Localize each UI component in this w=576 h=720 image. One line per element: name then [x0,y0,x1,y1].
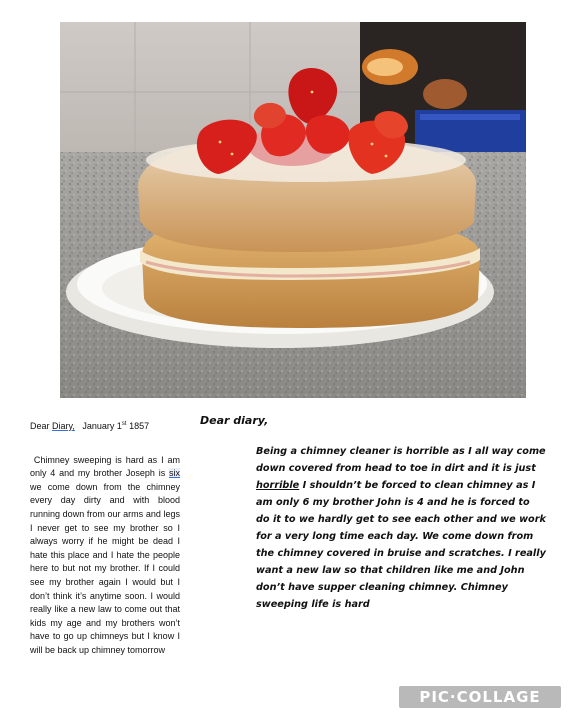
entry-body-part1: Chimney sweeping is hard as I am only 4 and my brother Joseph is [30,454,180,479]
letter-underlined-word: horrible [256,480,300,491]
entry-body-part2: we come down from the chimney every day dirty and with blood running down from our arms and legs I never get to see my brother so I always worry if he might be dead I hate this place and I hate the people here to but not my brother. If I could see my brother again I would but I don’t think it’s anytime soon. I would really like a new law to come out that kids my age and my brothers won’t have to go up chimneys but I know I will be back up chimney tomorrow [30,481,180,655]
entry-date: January 1 [82,421,122,431]
entry-header [30,418,180,434]
cake-photo [60,22,526,398]
left-diary-entry [30,418,180,658]
letter-part1: Being a chimney cleaner is horrible as I all way come down covered from head to toe in dirt and it is just [256,446,546,474]
entry-body [30,454,180,658]
entry-body-link: six [169,468,180,479]
watermark-badge [399,686,561,708]
salutation: Dear [30,421,53,431]
greeting: Dear diary, [200,414,269,427]
right-diary-entry [200,414,546,613]
date-ordinal: st [121,421,127,427]
salutation-link: Diary, [52,421,75,431]
letter-part2: I shouldn’t be forced to clean chimney as I am only 6 my brother John is 4 and he is forced to do it to we hardly get to see each other and we work for a very long time each day. We come down from the chimney covered in bruise and scratches. I really want a new law so that children like me and John don’t have supper cleaning chimney. Chimney sweeping life is hard [256,480,546,610]
cake-illustration [60,22,526,398]
watermark-text: PIC·COLLAGE [419,688,541,706]
entry-year: 1857 [126,421,150,431]
letter-body [256,443,546,613]
